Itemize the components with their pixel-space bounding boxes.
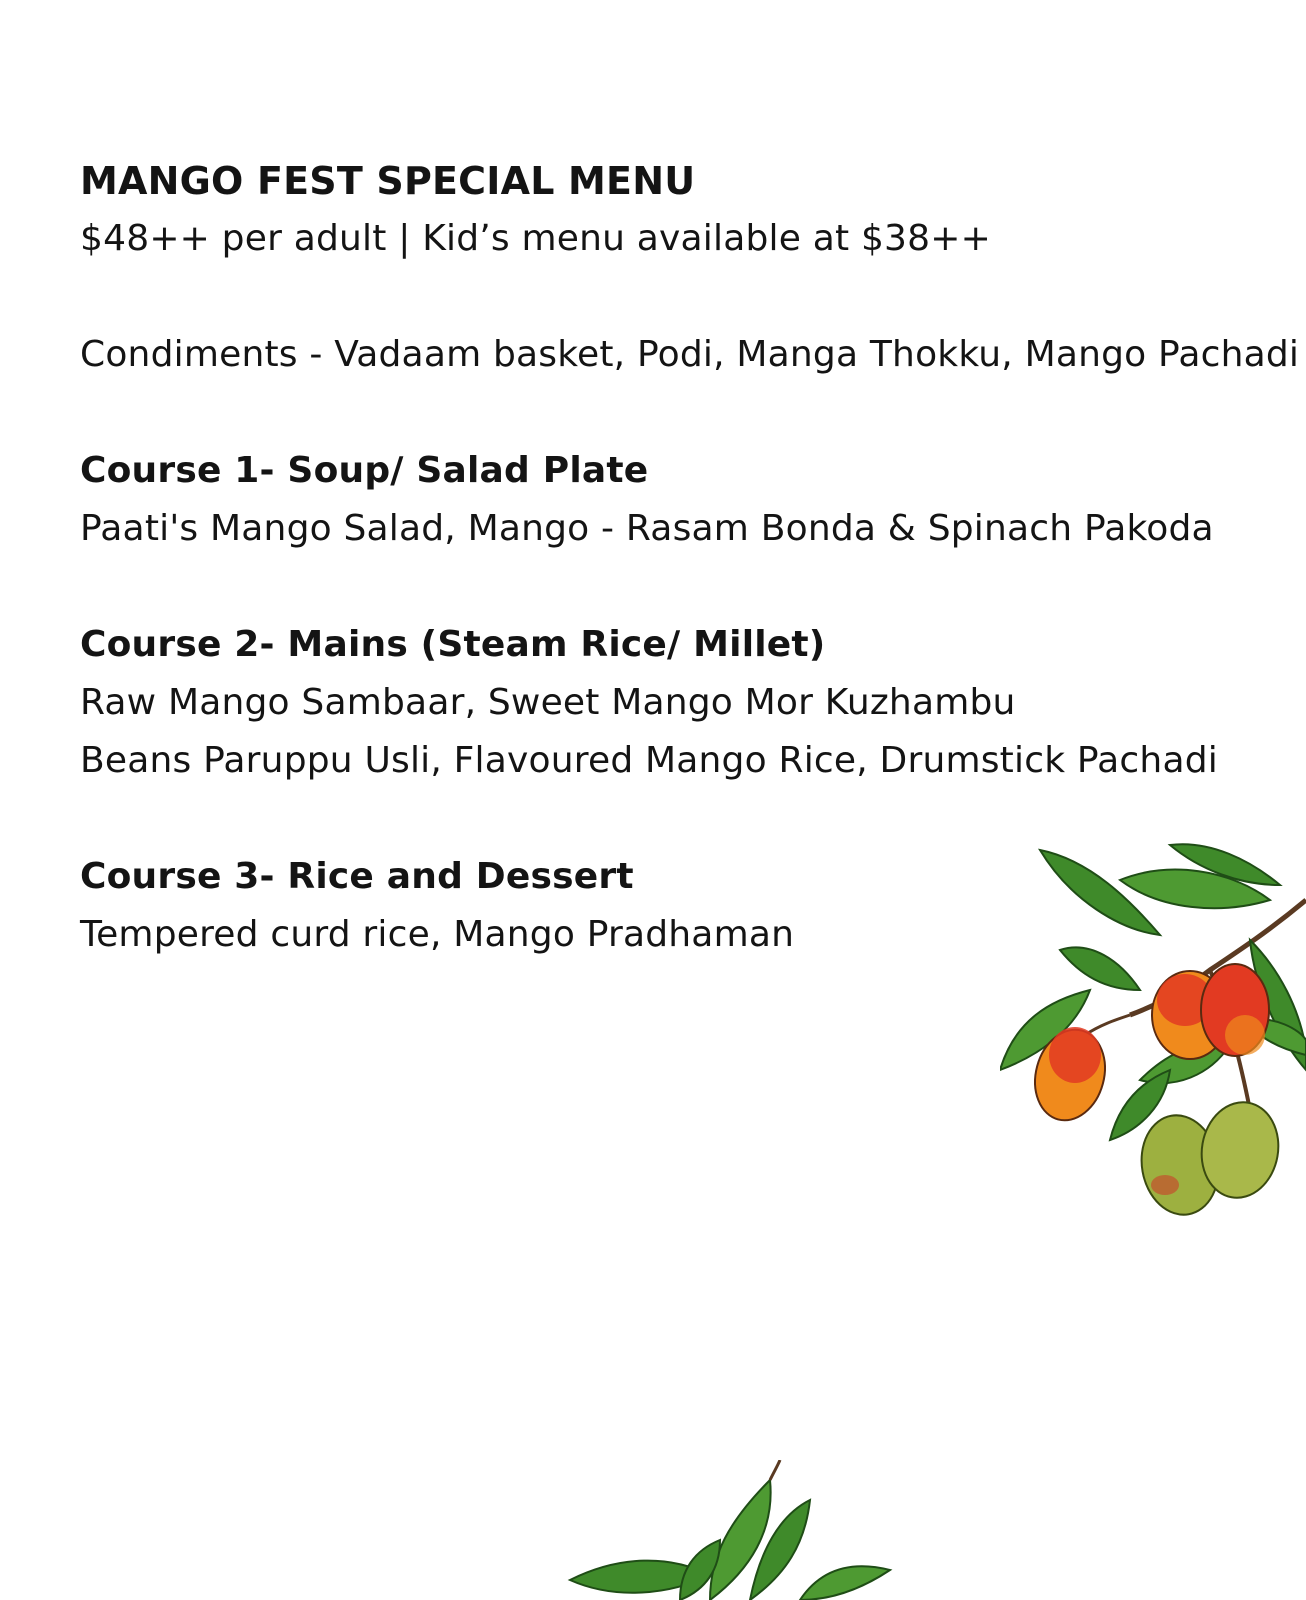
menu-title: MANGO FEST SPECIAL MENU [80,159,696,203]
course-item-line: Paati's Mango Salad, Mango - Rasam Bonda & Spinach Pakoda [80,508,1214,549]
course-item-line: Raw Mango Sambaar, Sweet Mango Mor Kuzhambu [80,682,1016,723]
spacer [80,268,1260,326]
mango-leaves-icon [560,1460,920,1600]
mango-branch-icon [1000,840,1306,1250]
spacer [80,384,1260,442]
condiments-line: Condiments - Vadaam basket, Podi, Manga Thokku, Mango Pachadi [80,334,1300,375]
course-2 [80,616,1260,790]
course-1 [80,442,1260,558]
course-item-line: Beans Paruppu Usli, Flavoured Mango Rice, Drumstick Pachadi [80,740,1218,781]
course-heading: Course 1- Soup/ Salad Plate [80,450,649,491]
course-heading: Course 2- Mains (Steam Rice/ Millet) [80,624,826,665]
course-item-line: Tempered curd rice, Mango Pradhaman [80,914,795,955]
price-line: $48++ per adult | Kid’s menu available at $38++ [80,218,991,259]
course-heading: Course 3- Rice and Dessert [80,856,634,897]
spacer [80,558,1260,616]
